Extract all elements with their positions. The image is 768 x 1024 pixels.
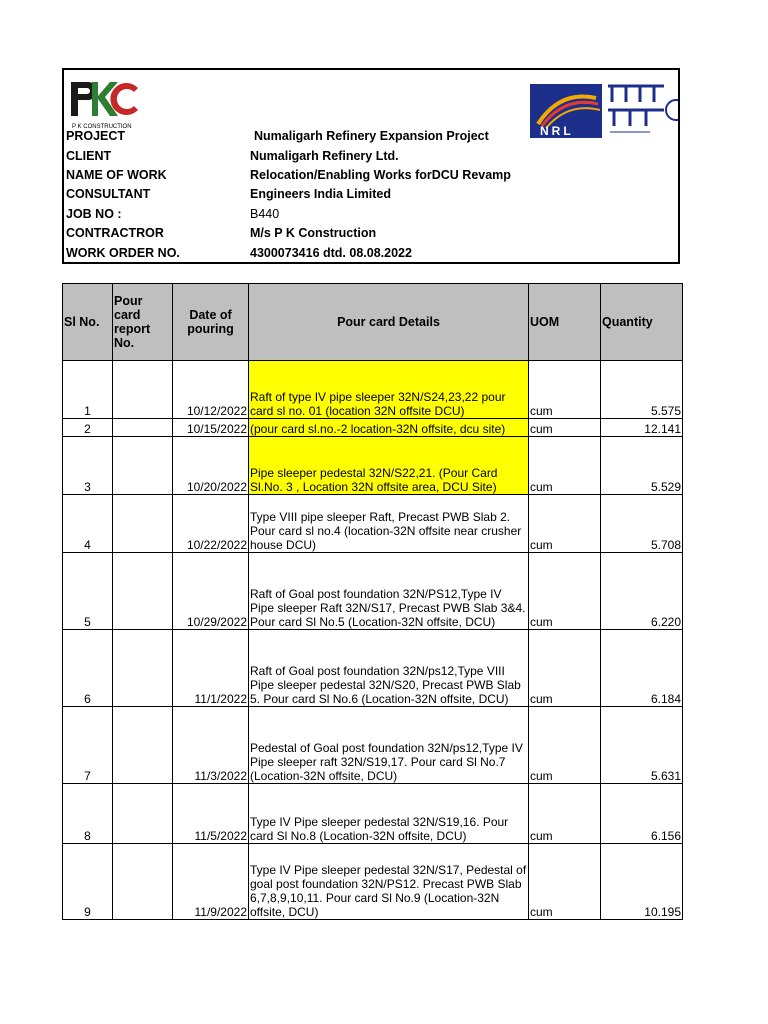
details-cell xyxy=(249,361,529,419)
header-row-consultant xyxy=(64,187,678,206)
contractor-value: M/s P K Construction xyxy=(250,226,377,240)
details-cell: Type VIII pipe sleeper Raft, Precast PWB Slab 2. Pour card sl no.4 (location-32N offsite near crusher house DCU) xyxy=(249,495,529,553)
details-cell: Raft of Goal post foundation 32N/PS12,Type IV Pipe sleeper Raft 32N/S17, Precast PWB Slab 3&4. Pour card Sl No.5 (Location-32N offsite, DCU) xyxy=(249,553,529,630)
details-cell xyxy=(249,419,529,437)
consultant-value: Engineers India Limited xyxy=(250,187,391,201)
details-cell: Raft of Goal post foundation 32N/ps12,Type VIII Pipe sleeper pedestal 32N/S20, Precast PWB Slab 5. Pour card Sl No.6 (Location-32N offsite, DCU) xyxy=(249,630,529,707)
date-cell: 10/29/2022 xyxy=(173,553,249,630)
quantity-cell: 5.529 xyxy=(601,437,683,495)
job-no-value: B440 xyxy=(250,207,280,221)
uom-cell: cum xyxy=(529,784,601,844)
header-row-contractor xyxy=(64,226,678,245)
report-no-cell xyxy=(113,361,173,419)
header-row-work-order xyxy=(64,246,678,264)
col-header-details: Pour card Details xyxy=(249,284,529,361)
work-order-value: 4300073416 dtd. 08.08.2022 xyxy=(250,246,412,260)
date-cell: 11/1/2022 xyxy=(173,630,249,707)
table-row xyxy=(63,361,683,419)
details-cell xyxy=(249,437,529,495)
details-text: Pipe sleeper pedestal 32N/S22,21. (Pour Card Sl.No. 3 , Location 32N offsite area, DCU Site) xyxy=(250,466,498,494)
report-no-cell xyxy=(113,495,173,553)
header-row-project xyxy=(64,129,678,148)
date-cell: 10/15/2022 xyxy=(173,419,249,437)
details-text: (pour card sl.no.-2 location-32N offsite, dcu site) xyxy=(250,422,506,436)
uom-cell: cum xyxy=(529,844,601,920)
sl-no-cell: 1 xyxy=(63,361,113,419)
date-cell: 11/9/2022 xyxy=(173,844,249,920)
table-row xyxy=(63,844,683,920)
date-cell: 10/12/2022 xyxy=(173,361,249,419)
sl-no-cell: 5 xyxy=(63,553,113,630)
quantity-cell: 5.575 xyxy=(601,361,683,419)
table-header-row xyxy=(63,284,683,361)
sl-no-cell: 3 xyxy=(63,437,113,495)
date-cell: 10/20/2022 xyxy=(173,437,249,495)
details-cell: Type IV Pipe sleeper pedestal 32N/S17, Pedestal of goal post foundation 32N/PS12. Precast PWB Slab 6,7,8,9,10,11. Pour card Sl No.9 (Location-32N offsite, DCU) xyxy=(249,844,529,920)
table-row xyxy=(63,553,683,630)
sl-no-cell: 8 xyxy=(63,784,113,844)
table-row xyxy=(63,784,683,844)
svg-text:NRL: NRL xyxy=(540,124,574,138)
consultant-label: CONSULTANT xyxy=(66,187,151,201)
work-name-label: NAME OF WORK xyxy=(66,168,167,182)
uom-cell: cum xyxy=(529,553,601,630)
report-no-cell xyxy=(113,553,173,630)
date-cell: 11/5/2022 xyxy=(173,784,249,844)
svg-text:P K CONSTRUCTION: P K CONSTRUCTION xyxy=(72,124,132,130)
report-no-cell xyxy=(113,707,173,784)
project-header xyxy=(62,68,680,264)
client-value: Numaligarh Refinery Ltd. xyxy=(250,149,399,163)
quantity-cell: 5.708 xyxy=(601,495,683,553)
client-label: CLIENT xyxy=(66,149,112,163)
uom-cell: cum xyxy=(529,437,601,495)
header-row-work-name xyxy=(64,168,678,187)
report-no-cell xyxy=(113,844,173,920)
header-row-job-no xyxy=(64,207,678,226)
col-header-uom: UOM xyxy=(529,284,601,361)
details-cell: Pedestal of Goal post foundation 32N/ps12,Type IV Pipe sleeper raft 32N/S19,17. Pour card Sl No.7 (Location-32N offsite, DCU) xyxy=(249,707,529,784)
uom-cell: cum xyxy=(529,707,601,784)
sl-no-cell: 4 xyxy=(63,495,113,553)
uom-cell: cum xyxy=(529,495,601,553)
details-text: Raft of type IV pipe sleeper 32N/S24,23,22 pour card sl no. 01 (location 32N offsite DCU) xyxy=(250,390,506,418)
date-cell: 10/22/2022 xyxy=(173,495,249,553)
contractor-label: CONTRACTROR xyxy=(66,226,164,240)
uom-cell: cum xyxy=(529,361,601,419)
table-row xyxy=(63,630,683,707)
col-header-report-no: Pour card report No. xyxy=(113,284,173,361)
sl-no-cell: 9 xyxy=(63,844,113,920)
quantity-cell: 12.141 xyxy=(601,419,683,437)
col-header-date: Date of pouring xyxy=(173,284,249,361)
quantity-cell: 6.220 xyxy=(601,553,683,630)
report-no-cell xyxy=(113,419,173,437)
report-no-cell xyxy=(113,784,173,844)
table-row xyxy=(63,437,683,495)
uom-cell: cum xyxy=(529,630,601,707)
quantity-cell: 6.184 xyxy=(601,630,683,707)
pour-card-table xyxy=(62,283,683,920)
col-header-quantity: Quantity xyxy=(601,284,683,361)
header-row-client xyxy=(64,149,678,168)
uom-cell: cum xyxy=(529,419,601,437)
work-order-label: WORK ORDER NO. xyxy=(66,246,180,260)
col-header-sl-no: Sl No. xyxy=(63,284,113,361)
date-cell: 11/3/2022 xyxy=(173,707,249,784)
sl-no-cell: 7 xyxy=(63,707,113,784)
table-row xyxy=(63,495,683,553)
details-cell: Type IV Pipe sleeper pedestal 32N/S19,16. Pour card Sl No.8 (Location-32N offsite, DCU) xyxy=(249,784,529,844)
quantity-cell: 10.195 xyxy=(601,844,683,920)
quantity-cell: 5.631 xyxy=(601,707,683,784)
job-no-label: JOB NO : xyxy=(66,207,122,221)
project-label: PROJECT xyxy=(66,129,126,143)
table-row xyxy=(63,419,683,437)
pk-construction-logo xyxy=(68,78,144,132)
project-value: Numaligarh Refinery Expansion Project xyxy=(254,129,489,143)
work-name-value: Relocation/Enabling Works forDCU Revamp xyxy=(250,168,511,182)
report-no-cell xyxy=(113,437,173,495)
quantity-cell: 6.156 xyxy=(601,784,683,844)
table-row xyxy=(63,707,683,784)
report-no-cell xyxy=(113,630,173,707)
sl-no-cell: 2 xyxy=(63,419,113,437)
sl-no-cell: 6 xyxy=(63,630,113,707)
